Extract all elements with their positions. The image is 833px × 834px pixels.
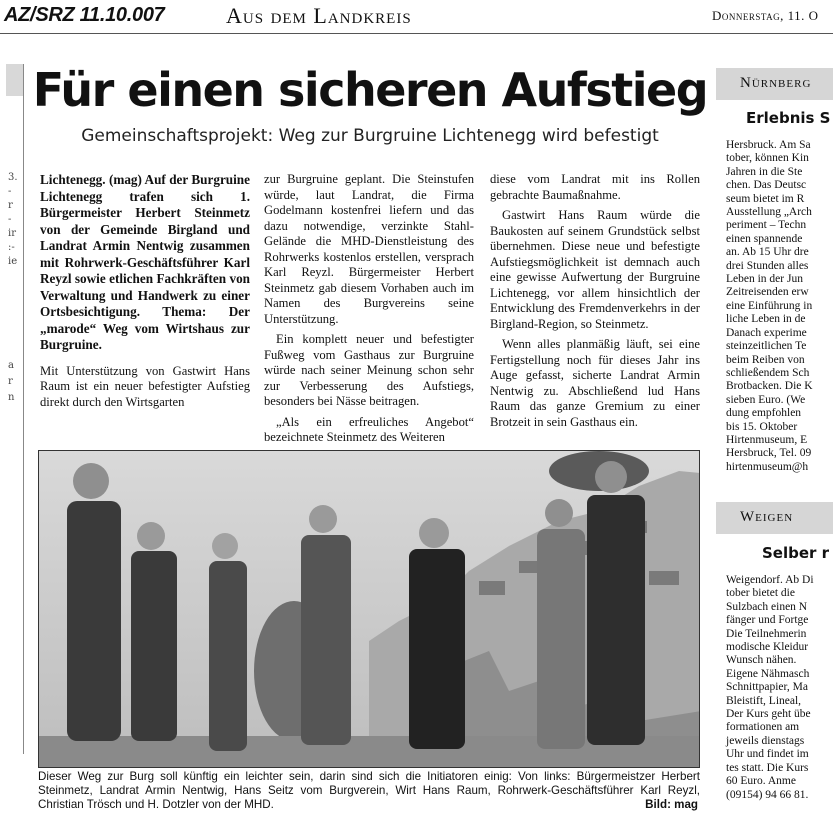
left-fragment: :- [8, 242, 15, 253]
article-column-1 [40, 172, 250, 415]
caption-text: Dieser Weg zur Burg soll künftig ein leichter sein, darin sind sich die Initiatoren einig: Von links: Bürgermeistzer Herbert Steinmetz, Landrat Armin Nentwig, Hans Seitz vom Burgverein, Wirt Hans Raum, Rohrwerk-Geschäftsführer Karl Reyzl, Christian Trösch und H. Dotzler von der MHD. [38, 770, 700, 811]
photo-caption [38, 770, 700, 812]
article-paragraph: Ein komplett neuer und befestigter Fußweg vom Gasthaus zur Burgruine würde nach seiner Meinung schon sehr zur Verbesserung des Aufstiegs, besonders bei Nässe beitragen. [264, 332, 474, 408]
article-paragraph: zur Burgruine geplant. Die Steinstufen würde, laut Landrat, die Firma Godelmann kostenfrei liefern und das dazu notwendige, verzinkte Stahl-Gelände die MHD-Dienstleistung des Rohrwerks kostenlos erstellen, versprach Karl Reyzl. Bürgermeister Herbert Steinmetz gab diesem Vorhaben auch im Namen des Burgvereins seine Unterstützung. [264, 172, 474, 326]
photo-credit: Bild: mag [645, 798, 698, 811]
group-photo-illustration [39, 451, 700, 768]
left-column-header-bar [6, 64, 23, 96]
left-fragment: - [8, 186, 12, 197]
article-column-3 [490, 172, 700, 435]
article-lead: Lichtenegg. (mag) Auf der Burgruine Lichtenegg trafen sich 1. Bürgermeister Herbert Steinmetz von der Gemeinde Birgland und Landrat Armin Nentwig zusammen mit Rohrwerk-Geschäftsführer Karl Reyzl sowie etlichen Fachkräften von Verwaltung und Handwerk zu einer Ortsbesichtigung. Thema: Der „marode“ Weg vom Wirtshaus zur Burgruine. [40, 172, 250, 352]
header-rule [0, 33, 833, 34]
right-box-header: Weigen [716, 502, 833, 534]
right-box-title: Selber r [762, 544, 830, 562]
article-column-2 [264, 172, 474, 451]
article-photo [38, 450, 700, 768]
left-fragment: ir [8, 228, 16, 239]
right-box-body: Hersbruck. Am Sa tober, können Kin Jahren in die Ste chen. Das Deutsc seum bietet im R Ausstellung „Arch periment – Techn einen spannende an. Ab 15 Uhr dre drei Stunden alles Leben in der Jun Zeitreisenden erw eine Einführung in liche Leben in de Danach experime steinzeitlichen Te beim Reiben von schließendem Sch Brotbacken. Die K sieben Euro. (We dung empfohlen bis 15. Oktober Hirtenmuseum, E Hersbruck, Tel. 09 hirtenmuseum@h [726, 139, 813, 473]
section-title: Aus dem Landkreis [226, 3, 412, 28]
left-fragment: r [8, 376, 13, 387]
article-paragraph: „Als ein erfreuliches Angebot“ bezeichnete Steinmetz des Weiteren [264, 414, 474, 444]
article-paragraph: diese vom Landrat mit ins Rollen gebrachte Baumaßnahme. [490, 172, 700, 202]
right-box-body: Weigendorf. Ab Di tober bietet die Sulzbach einen N fänger und Fortge Die Teilnehmerin modische Kleidur Wunsch nähen. Eigene Nähmasch Schnittpapier, Ma Bleistift, Lineal, Der Kurs geht übe formationen am jeweils dienstags Uhr und findet im tes statt. Die Kurs 60 Euro. Anme (09154) 94 66 81. [726, 574, 814, 801]
left-neighbor-column [6, 64, 24, 754]
archive-stamp: AZ/SRZ 11.10.007 [4, 4, 165, 26]
left-fragment: ie [8, 256, 18, 267]
article-paragraph: Mit Unterstützung von Gastwirt Hans Raum ist ein neuer befestigter Aufstieg direkt durch den Wirtsgarten [40, 363, 250, 409]
left-fragment: - [8, 214, 12, 225]
left-fragment: 3. [8, 172, 18, 183]
article-paragraph: Wenn alles planmäßig läuft, sei eine Fertigstellung noch für dieses Jahr ins Auge gefasst, sicherte Landrat Armin Nentwig zu. Abschließend lud Hans Raum das ganze Gremium zu einer Brotzeit in sein Gasthaus ein. [490, 337, 700, 429]
right-neighbor-column [716, 64, 833, 834]
left-fragment: a [8, 360, 14, 371]
dateline: Donnerstag, 11. O [712, 8, 819, 23]
right-box-title: Erlebnis S [746, 109, 831, 127]
left-fragment: r [8, 200, 13, 211]
article-paragraph: Gastwirt Hans Raum würde die Baukosten auf seinem Grundstück selbst übernehmen. Diese neue und befestigte Aufstiegsmöglichkeit ist demnach auch eine gewisse Aufwertung der Burgruine Lichtenegg, vor allem hinsichtlich der Entwicklung des Fremdenverkehrs in der Birgland-Region, so Steinmetz. [490, 208, 700, 331]
right-box-header: Nürnberg [716, 68, 833, 100]
article-headline: Für einen sicheren Aufstieg [32, 63, 708, 117]
article-subheadline: Gemeinschaftsprojekt: Weg zur Burgruine Lichtenegg wird befestigt [81, 126, 659, 146]
left-fragment: n [8, 392, 15, 403]
